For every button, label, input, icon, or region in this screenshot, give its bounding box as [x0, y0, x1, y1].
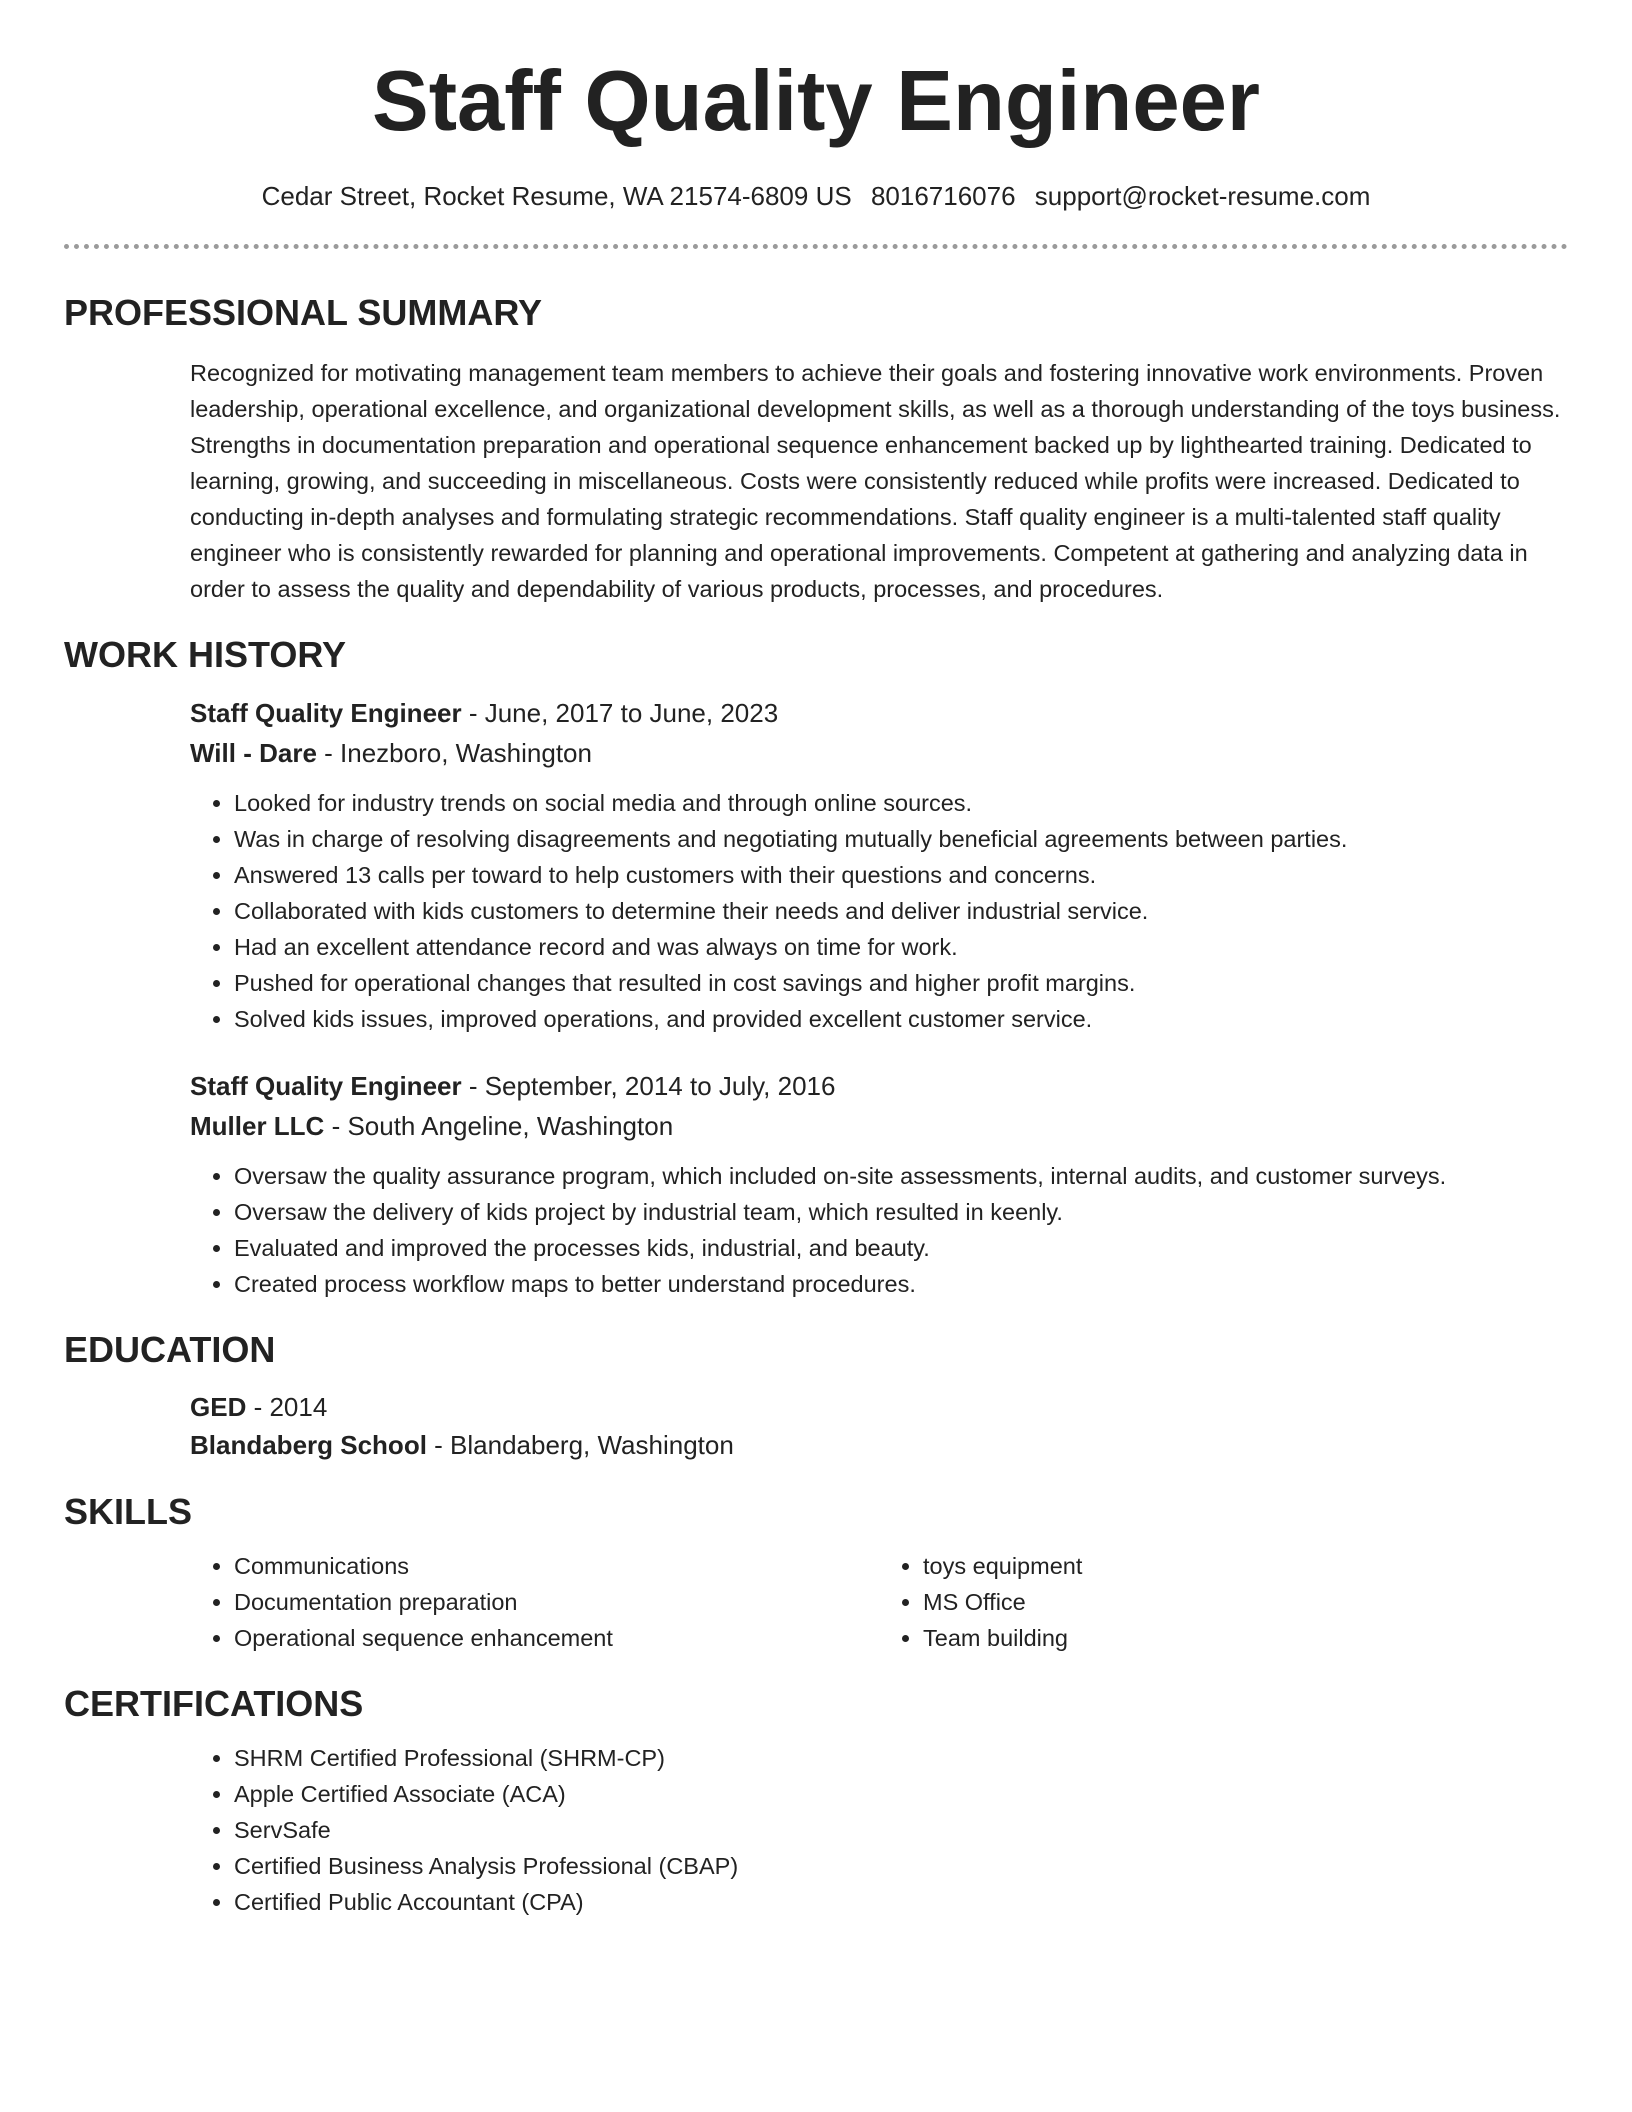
- job-company-line: [190, 733, 1568, 773]
- job-bullet: • Looked for industry trends on social media and through online sources.: [234, 785, 1568, 821]
- job-bullet: • Oversaw the quality assurance program, which included on-site assessments, internal audits, and customer surveys.: [234, 1158, 1568, 1194]
- job-entry: [190, 693, 1568, 1037]
- education-entry: [190, 1388, 1568, 1464]
- skills-list-right: [879, 1548, 1568, 1656]
- job-bullet: • Answered 13 calls per toward to help customers with their questions and concerns.: [234, 857, 1568, 893]
- skill-item: • Team building: [923, 1620, 1568, 1656]
- job-bullet: • Pushed for operational changes that resulted in cost savings and higher profit margins.: [234, 965, 1568, 1001]
- job-company: Muller LLC: [190, 1111, 325, 1141]
- certification-item: • SHRM Certified Professional (SHRM-CP): [234, 1740, 1568, 1776]
- skill-item: • Operational sequence enhancement: [234, 1620, 879, 1656]
- certification-item: • Apple Certified Associate (ACA): [234, 1776, 1568, 1812]
- job-bullet: • Was in charge of resolving disagreements and negotiating mutually beneficial agreements between parties.: [234, 821, 1568, 857]
- contact-line: [64, 178, 1568, 214]
- section-title-education: EDUCATION: [64, 1329, 276, 1370]
- skill-item: • Documentation preparation: [234, 1584, 879, 1620]
- job-company: Will - Dare: [190, 738, 317, 768]
- education-location: - Blandaberg, Washington: [426, 1430, 734, 1460]
- job-bullet: • Created process workflow maps to better understand procedures.: [234, 1266, 1568, 1302]
- header-divider: [64, 244, 1568, 249]
- education-degree-line: [190, 1388, 1568, 1426]
- job-title-line: [190, 693, 1568, 733]
- contact-email: support@rocket-resume.com: [1034, 181, 1371, 211]
- job-dates: - June, 2017 to June, 2023: [461, 698, 779, 728]
- section-title-summary: PROFESSIONAL SUMMARY: [64, 292, 543, 333]
- education-degree: GED: [190, 1392, 247, 1422]
- education-year: - 2014: [246, 1392, 328, 1422]
- education-school-line: [190, 1426, 1568, 1464]
- job-location: - Inezboro, Washington: [316, 738, 592, 768]
- job-bullet: • Oversaw the delivery of kids project by industrial team, which resulted in keenly.: [234, 1194, 1568, 1230]
- job-dates: - September, 2014 to July, 2016: [461, 1071, 836, 1101]
- job-bullet: • Had an excellent attendance record and was always on time for work.: [234, 929, 1568, 965]
- education-school: Blandaberg School: [190, 1430, 427, 1460]
- resume-name: Staff Quality Engineer: [372, 54, 1260, 149]
- skill-item: • toys equipment: [923, 1548, 1568, 1584]
- job-bullets: [190, 1158, 1568, 1302]
- contact-phone: 8016716076: [870, 181, 1016, 211]
- skills-grid: [190, 1548, 1568, 1656]
- certification-item: • Certified Public Accountant (CPA): [234, 1884, 1568, 1920]
- certifications-list: [190, 1740, 1568, 1920]
- job-title-line: [190, 1066, 1568, 1106]
- job-role: Staff Quality Engineer: [190, 1071, 462, 1101]
- skill-item: • MS Office: [923, 1584, 1568, 1620]
- section-title-certifications: CERTIFICATIONS: [64, 1683, 364, 1724]
- contact-address: Cedar Street, Rocket Resume, WA 21574-6809 US: [261, 181, 852, 211]
- job-company-line: [190, 1106, 1568, 1146]
- job-bullets: [190, 785, 1568, 1037]
- section-title-skills: SKILLS: [64, 1491, 193, 1532]
- skills-list-left: [190, 1548, 879, 1656]
- job-bullet: • Collaborated with kids customers to determine their needs and deliver industrial service.: [234, 893, 1568, 929]
- job-bullet: • Evaluated and improved the processes kids, industrial, and beauty.: [234, 1230, 1568, 1266]
- certification-item: • Certified Business Analysis Professional (CBAP): [234, 1848, 1568, 1884]
- certifications-block: [190, 1740, 1568, 1920]
- job-bullet: • Solved kids issues, improved operations, and provided excellent customer service.: [234, 1001, 1568, 1037]
- summary-text: Recognized for motivating management team members to achieve their goals and fostering innovative work environments. Proven leadership, operational excellence, and organizational development skills, as well as a thorough understanding of the toys business. Strengths in documentation preparation and operational sequence enhancement backed up by lighthearted training. Dedicated to learning, growing, and succeeding in miscellaneous. Costs were consistently reduced while profits were increased. Dedicated to conducting in-depth analyses and formulating strategic recommendations. Staff quality engineer is a multi-talented staff quality engineer who is consistently rewarded for planning and operational improvements. Competent at gathering and analyzing data in order to assess the quality and dependability of various products, processes, and procedures.: [190, 360, 1561, 602]
- job-entry: [190, 1066, 1568, 1302]
- job-role: Staff Quality Engineer: [190, 698, 462, 728]
- certification-item: • ServSafe: [234, 1812, 1568, 1848]
- job-location: - South Angeline, Washington: [324, 1111, 674, 1141]
- skill-item: • Communications: [234, 1548, 879, 1584]
- section-title-work-history: WORK HISTORY: [64, 634, 347, 675]
